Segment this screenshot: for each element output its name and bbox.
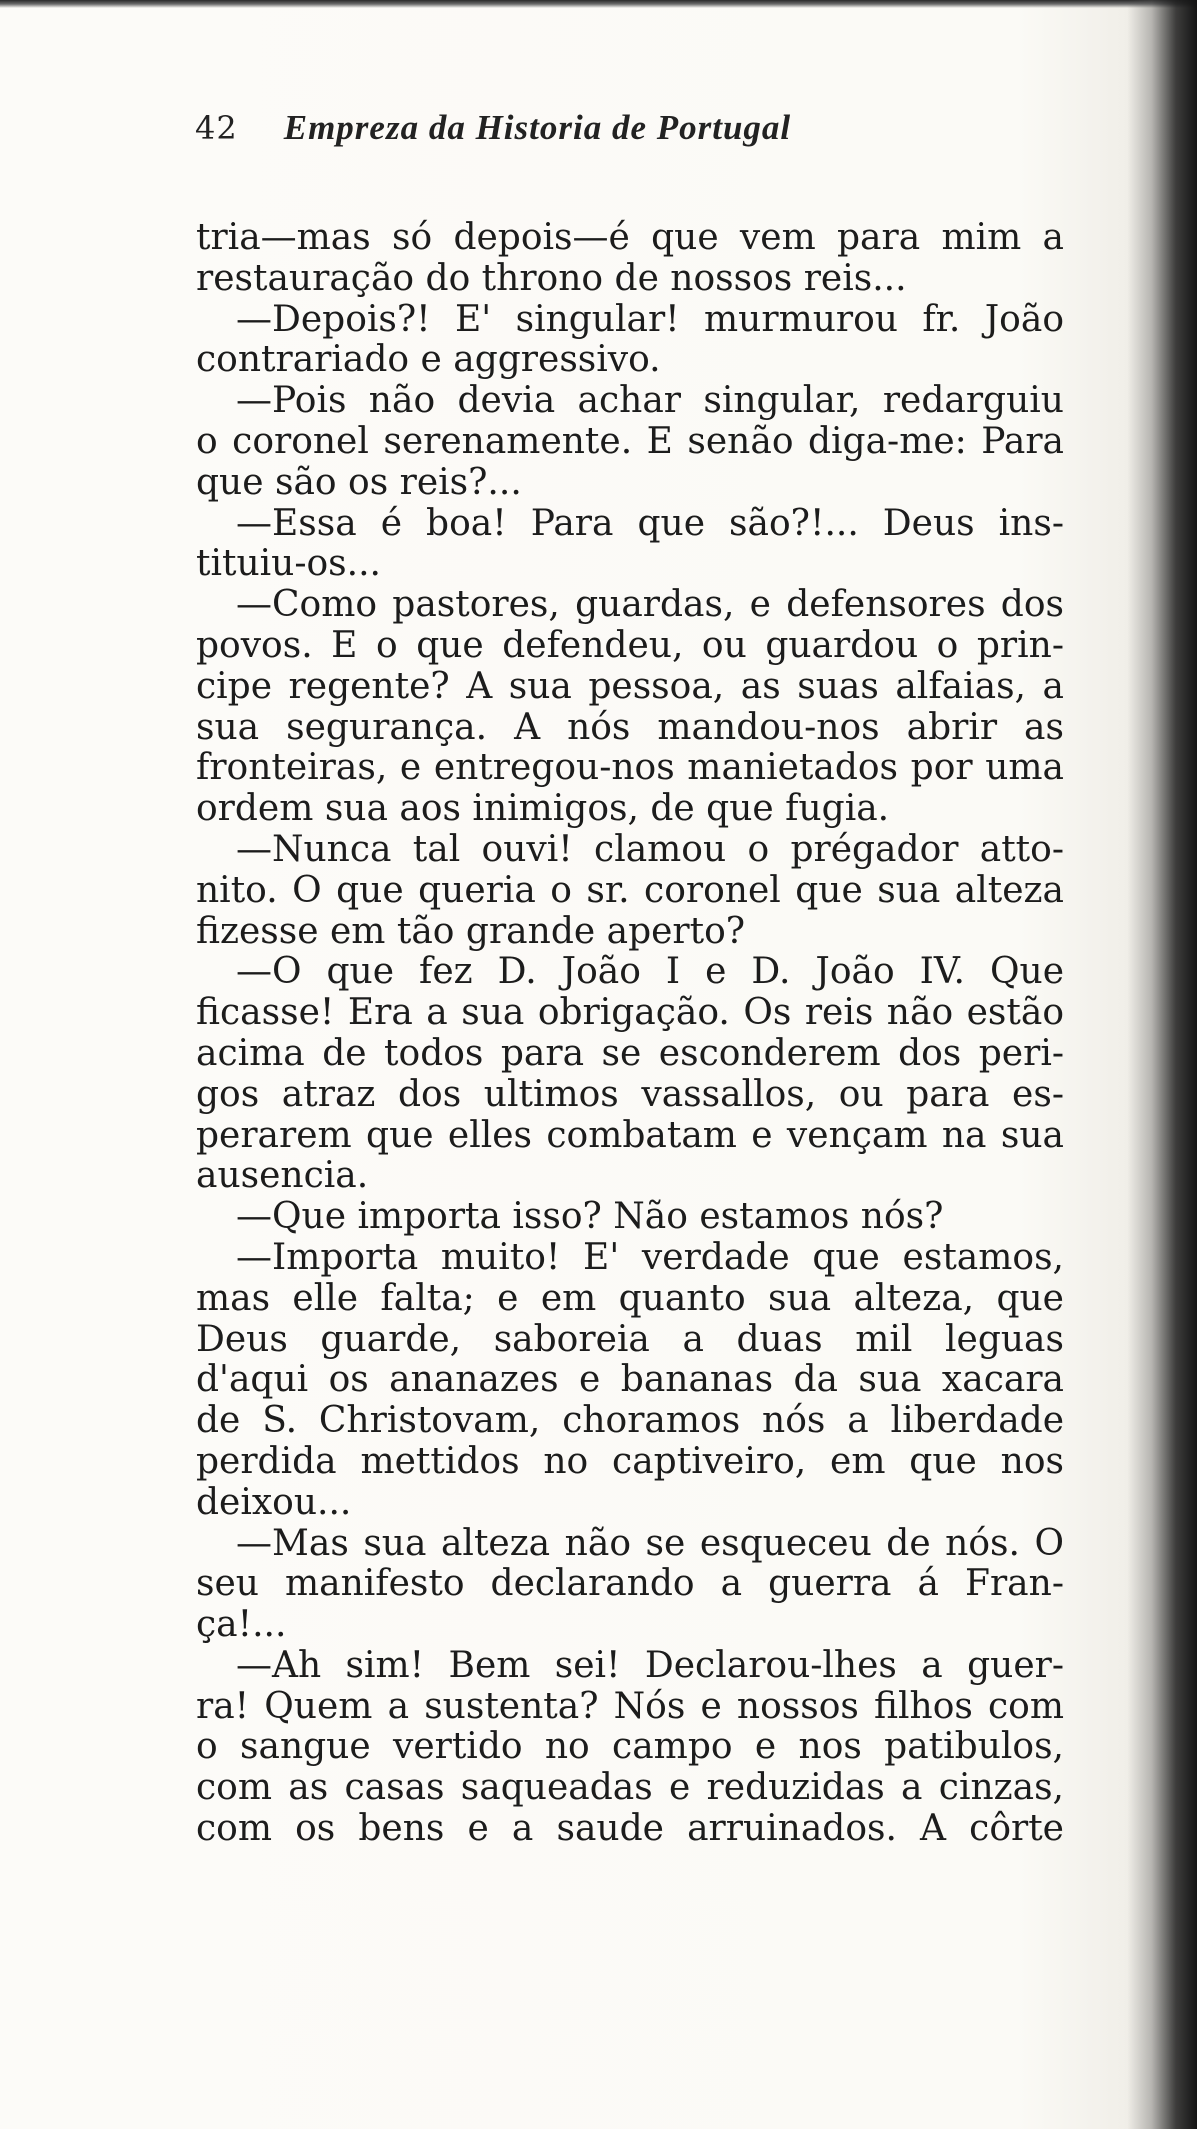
text-line: acima de todos para se esconderem dos peri- bbox=[196, 1032, 1064, 1074]
text-line: tituiu-os... bbox=[196, 543, 381, 585]
text-line: ça!... bbox=[196, 1604, 287, 1646]
text-line: com os bens e a saude arruinados. A côrte bbox=[196, 1808, 1064, 1850]
text-line: ra! Quem a sustenta? Nós e nossos filhos com bbox=[196, 1685, 1064, 1727]
text-line: ficasse! Era a sua obrigação. Os reis não estão bbox=[196, 992, 1064, 1034]
text-line: povos. E o que defendeu, ou guardou o prin- bbox=[196, 624, 1064, 666]
text-line: tria—mas só depois—é que vem para mim a bbox=[196, 217, 1064, 258]
text-line: —Ah sim! Bem sei! Declarou-lhes a guer- bbox=[236, 1644, 1064, 1686]
text-line: d'aqui os ananazes e bananas da sua xacara bbox=[196, 1359, 1064, 1401]
text-line: —Como pastores, guardas, e defensores dos bbox=[236, 584, 1064, 626]
text-line: —Importa muito! E' verdade que estamos, bbox=[236, 1236, 1064, 1278]
text-line: restauração do throno de nossos reis... bbox=[196, 257, 907, 299]
text-line: o sangue vertido no campo e nos patibulos, bbox=[196, 1726, 1064, 1768]
text-line: de S. Christovam, choramos nós a liberdade bbox=[196, 1400, 1064, 1442]
text-line: o coronel serenamente. E senão diga-me: Para bbox=[196, 420, 1064, 462]
text-line: ausencia. bbox=[196, 1155, 369, 1197]
binding-shadow bbox=[1127, 0, 1197, 2129]
text-line: nito. O que queria o sr. coronel que sua alteza bbox=[196, 869, 1064, 911]
text-line: seu manifesto declarando a guerra á Fran- bbox=[196, 1563, 1064, 1605]
top-edge-rule bbox=[0, 0, 1197, 8]
body-text bbox=[196, 218, 1064, 1850]
text-line: que são os reis?... bbox=[196, 461, 522, 503]
text-line: sua segurança. A nós mandou-nos abrir as bbox=[196, 706, 1064, 748]
text-line: cipe regente? A sua pessoa, as suas alfaias, a bbox=[196, 665, 1064, 707]
text-line: mas elle falta; e em quanto sua alteza, que bbox=[196, 1277, 1064, 1319]
text-line: com as casas saqueadas e reduzidas a cinzas, bbox=[196, 1767, 1064, 1809]
page-number: 42 bbox=[195, 109, 238, 147]
text-line: —O que fez D. João I e D. João IV. Que bbox=[236, 951, 1064, 993]
text-line: Deus guarde, saboreia a duas mil leguas bbox=[196, 1318, 1064, 1360]
text-line: —Depois?! E' singular! murmurou fr. João bbox=[236, 298, 1064, 340]
running-head: Empreza da Historia de Portugal bbox=[283, 108, 792, 147]
text-line: perarem que elles combatam e vençam na sua bbox=[196, 1114, 1064, 1156]
text-line: —Pois não devia achar singular, redarguiu bbox=[236, 380, 1064, 422]
text-line: —Mas sua alteza não se esqueceu de nós. O bbox=[236, 1522, 1064, 1564]
text-line: fizesse em tão grande aperto? bbox=[196, 910, 746, 952]
text-line: fronteiras, e entregou-nos manietados por uma bbox=[196, 747, 1064, 789]
text-line: gos atraz dos ultimos vassallos, ou para es- bbox=[196, 1073, 1064, 1115]
text-line: perdida mettidos no captiveiro, em que nos bbox=[196, 1440, 1064, 1482]
page-header bbox=[195, 108, 955, 158]
text-line: deixou... bbox=[196, 1481, 352, 1523]
text-line: contrariado e aggressivo. bbox=[196, 339, 661, 381]
text-line: ordem sua aos inimigos, de que fugia. bbox=[196, 788, 890, 830]
text-line: —Que importa isso? Não estamos nós? bbox=[236, 1196, 944, 1238]
text-line: —Essa é boa! Para que são?!... Deus ins- bbox=[236, 502, 1064, 544]
text-line: —Nunca tal ouvi! clamou o prégador atto- bbox=[236, 828, 1064, 870]
